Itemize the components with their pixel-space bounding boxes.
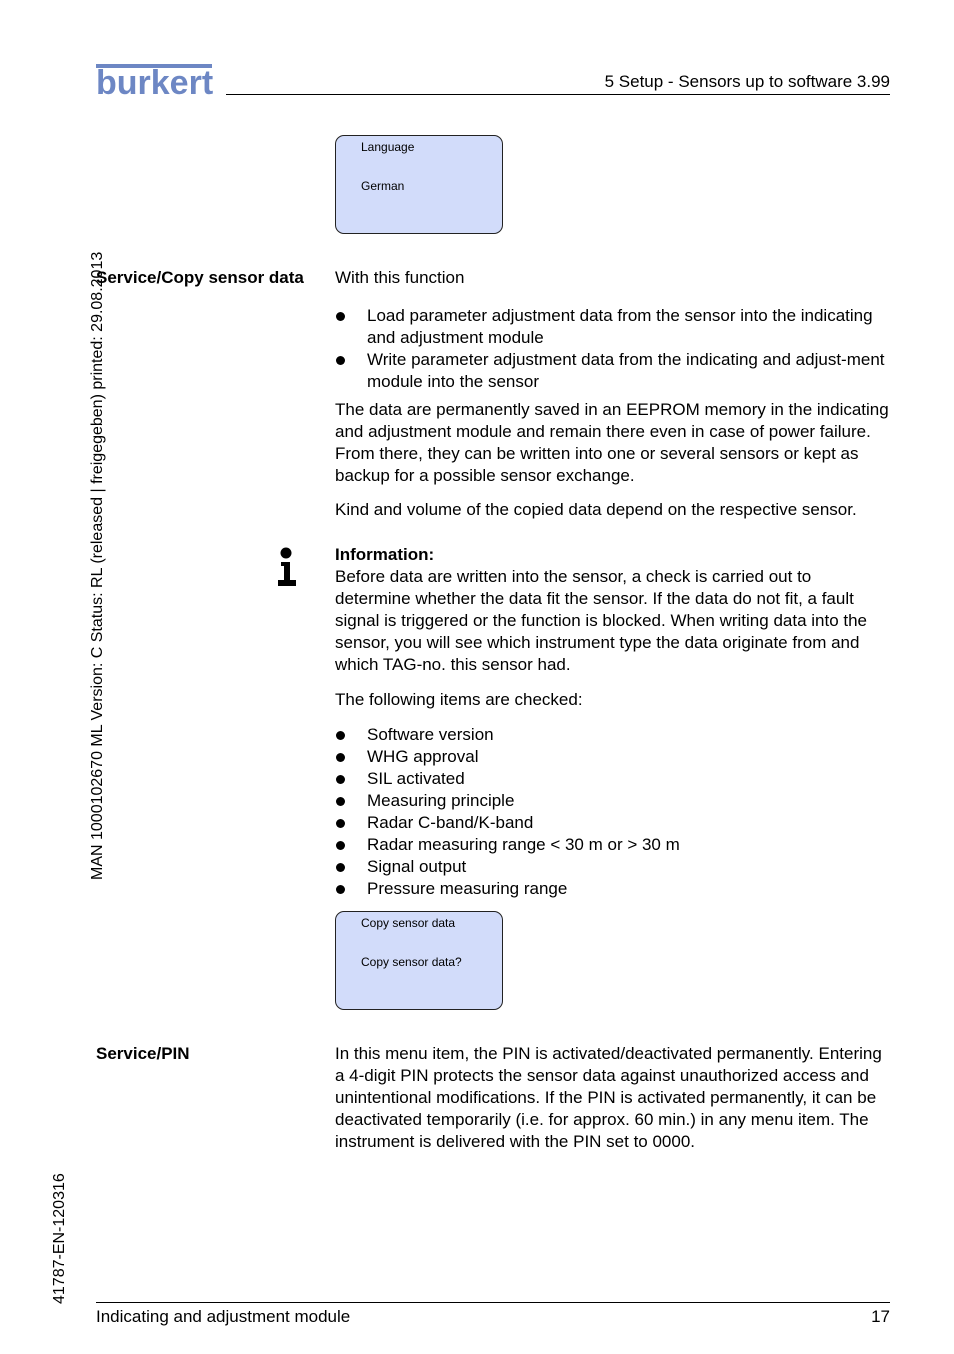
list-item: Load parameter adjustment data from the sensor into the indicating and adjustment module [335, 305, 891, 349]
information-title: Information: [335, 545, 435, 564]
bullet-icon [336, 863, 345, 872]
copy-bullet-list [335, 305, 891, 393]
display-line-1: Copy sensor data [361, 916, 456, 930]
information-section [335, 544, 891, 900]
copy-paragraph-1: The data are permanently saved in an EEPROM memory in the indicating and adjustment module and remain there even in case of power failure. From there, they can be written into one or several sensors or kept as backup for a possible sensor exchange. [335, 400, 889, 485]
display-copy-sensor-data [335, 911, 503, 1010]
bullet-icon [336, 356, 345, 365]
list-item: Radar measuring range < 30 m or > 30 m [335, 834, 891, 856]
bullet-icon [336, 819, 345, 828]
logo-text: burkert [96, 64, 214, 102]
list-item: Measuring principle [335, 790, 891, 812]
document-status-vertical: MAN 1000102670 ML Version: C Status: RL (released | freigegeben) printed: 29.08.2013 [89, 251, 106, 880]
copy-intro: With this function [335, 268, 465, 287]
list-item: Pressure measuring range [335, 878, 891, 900]
list-item: Signal output [335, 856, 891, 878]
copy-sensor-section [335, 267, 891, 521]
bullet-icon [336, 775, 345, 784]
list-item: SIL activated [335, 768, 891, 790]
footer-rule [96, 1302, 890, 1303]
bullet-icon [336, 797, 345, 806]
display-line-1: Language [361, 140, 415, 154]
list-item: WHG approval [335, 746, 891, 768]
brand-logo [96, 64, 214, 100]
header-rule [226, 94, 890, 95]
copy-paragraph-2: Kind and volume of the copied data depend on the respective sensor. [335, 500, 857, 519]
list-item: Radar C-band/K-band [335, 812, 891, 834]
heading-copy-sensor-data: Service/Copy sensor data [96, 268, 304, 287]
display-line-2: German [361, 179, 405, 193]
info-icon [278, 547, 296, 587]
bullet-icon [336, 312, 345, 321]
list-item: Software version [335, 724, 891, 746]
document-code-vertical: 41787-EN-120316 [51, 1173, 68, 1304]
information-text: Before data are written into the sensor, a check is carried out to determine whether the data fit the sensor. If the data do not fit, a fault signal is triggered or the function is blocked. When writing data into the sensor, you will see which instrument type the data originate from and which TAG-no. this sensor had. [335, 567, 868, 674]
checked-list [335, 724, 891, 900]
checked-intro: The following items are checked: [335, 690, 583, 709]
heading-service-pin: Service/PIN [96, 1044, 190, 1063]
bullet-icon [336, 885, 345, 894]
display-language [335, 135, 503, 234]
pin-text: In this menu item, the PIN is activated/deactivated permanently. Entering a 4-digit PIN protects the sensor data against unauthorized access and unintentional modifications. If the PIN is activated permanently, it can be deactivated temporarily (i.e. for approx. 60 min.) in any menu item. The instrument is delivered with the PIN set to 0000. [335, 1044, 882, 1151]
footer-title: Indicating and adjustment module [96, 1307, 351, 1326]
bullet-icon [336, 731, 345, 740]
page-number: 17 [871, 1307, 890, 1326]
section-title: 5 Setup - Sensors up to software 3.99 [604, 72, 890, 91]
display-line-2: Copy sensor data? [361, 955, 462, 969]
bullet-icon [336, 753, 345, 762]
list-item: Write parameter adjustment data from the indicating and adjust-ment module into the sensor [335, 349, 891, 393]
bullet-icon [336, 841, 345, 850]
